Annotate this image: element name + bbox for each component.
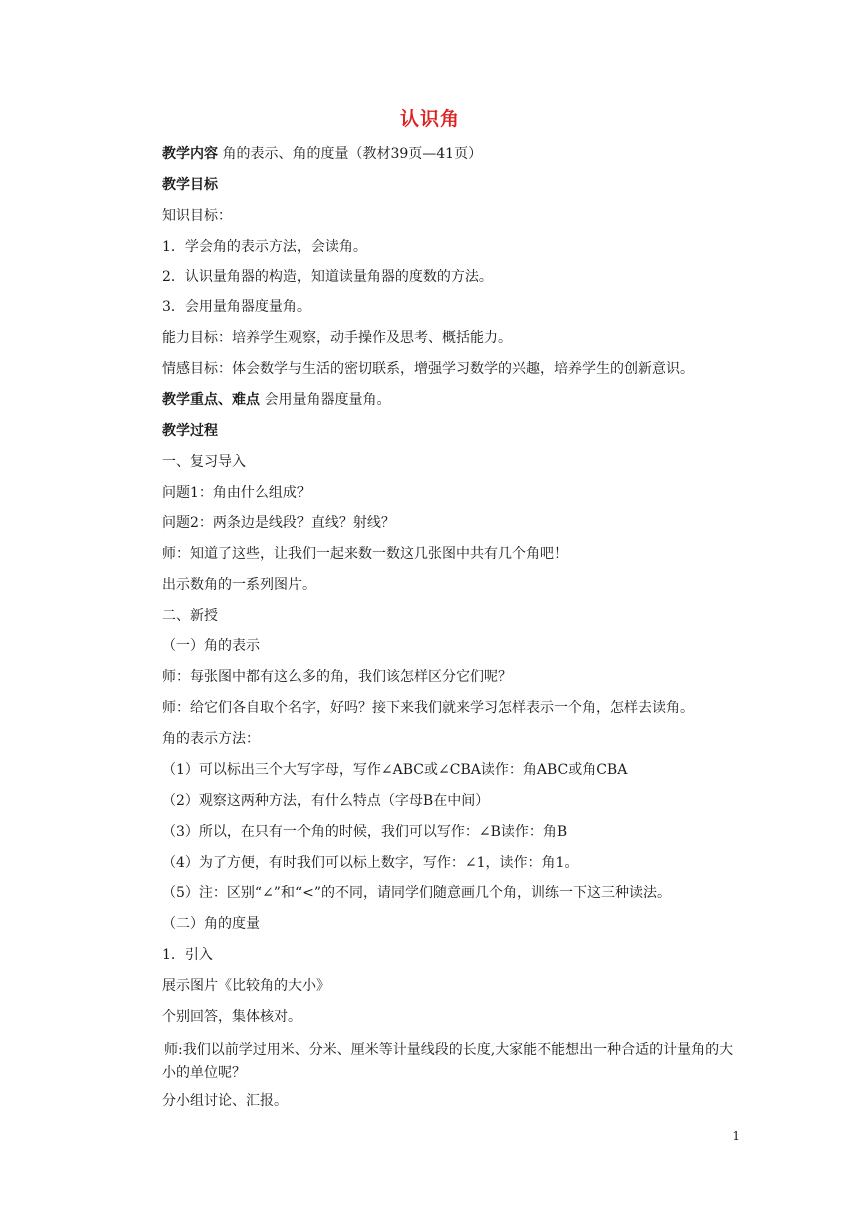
question-1: 问题1：角由什么组成？ [162,485,311,501]
emotion-goal: 情感目标：体会数学与生活的密切联系，增强学习数学的兴趣，培养学生的创新意识。 [162,361,694,377]
intro-item: 1．引入 [162,947,213,963]
goal-item-3: 3．会用量角器度量角。 [162,299,311,315]
group-discussion-line: 分小组讨论、汇报。 [162,1093,288,1109]
notation-method-1: （1）可以标出三个大写字母，写作∠ABC或∠CBA读作：角ABC或角CBA [162,762,628,778]
teaching-process-heading: 教学过程 [162,423,218,439]
key-points-label: 教学重点、难点 [162,392,260,408]
notation-method-4: （4）为了方便，有时我们可以标上数字，写作：∠1，读作：角1。 [162,855,579,871]
show-pictures-line: 出示数角的一系列图片。 [162,577,316,593]
goal-item-1: 1．学会角的表示方法，会读角。 [162,239,367,255]
subsection-angle-notation: （一）角的表示 [162,638,260,654]
goal-item-2: 2．认识量角器的构造，知道读量角器的度数的方法。 [162,269,493,285]
key-points-line [162,391,742,409]
knowledge-goal-label: 知识目标： [162,208,232,224]
ability-goal: 能力目标：培养学生观察，动手操作及思考、概括能力。 [162,330,512,346]
section-new-heading: 二、新授 [162,608,218,624]
teacher-line-4: 师:我们以前学过用米、分米、厘米等计量线段的长度,大家能不能想出一种合适的计量角的大小的单位呢？ [162,1042,734,1081]
key-points-text: 会用量角器度量角。 [264,392,391,408]
page-number: 1 [732,1129,740,1143]
show-compare-line: 展示图片《比较角的大小》 [162,978,330,994]
notation-method-5: （5）注：区别“∠”和“<”的不同，请同学们随意画几个角，训练一下这三种读法。 [162,885,671,901]
teaching-goals-heading: 教学目标 [162,177,218,193]
teaching-content-label: 教学内容 [162,146,218,162]
teaching-content-line [162,145,742,163]
teaching-content-text: 角的表示、角的度量（教材39页—41页） [222,146,483,162]
teacher-line-3: 师：给它们各自取个名字，好吗？接下来我们就来学习怎样表示一个角，怎样去读角。 [162,700,694,716]
notation-methods-label: 角的表示方法： [162,731,260,747]
teacher-line-1: 师：知道了这些，让我们一起来数一数这几张图中共有几个角吧！ [162,546,568,562]
question-2: 问题2：两条边是线段？直线？射线？ [162,515,395,531]
section-review-heading: 一、复习导入 [162,454,246,470]
notation-method-2: （2）观察这两种方法，有什么特点（字母B在中间） [162,793,490,809]
notation-method-3: （3）所以，在只有一个角的时候，我们可以写作：∠B读作：角B [162,824,568,840]
document-title: 认识角 [399,108,460,130]
teacher-line-2: 师：每张图中都有这么多的角，我们该怎样区分它们呢？ [162,669,512,685]
answer-line: 个别回答，集体核对。 [162,1009,302,1025]
subsection-angle-measurement: （二）角的度量 [162,916,260,932]
